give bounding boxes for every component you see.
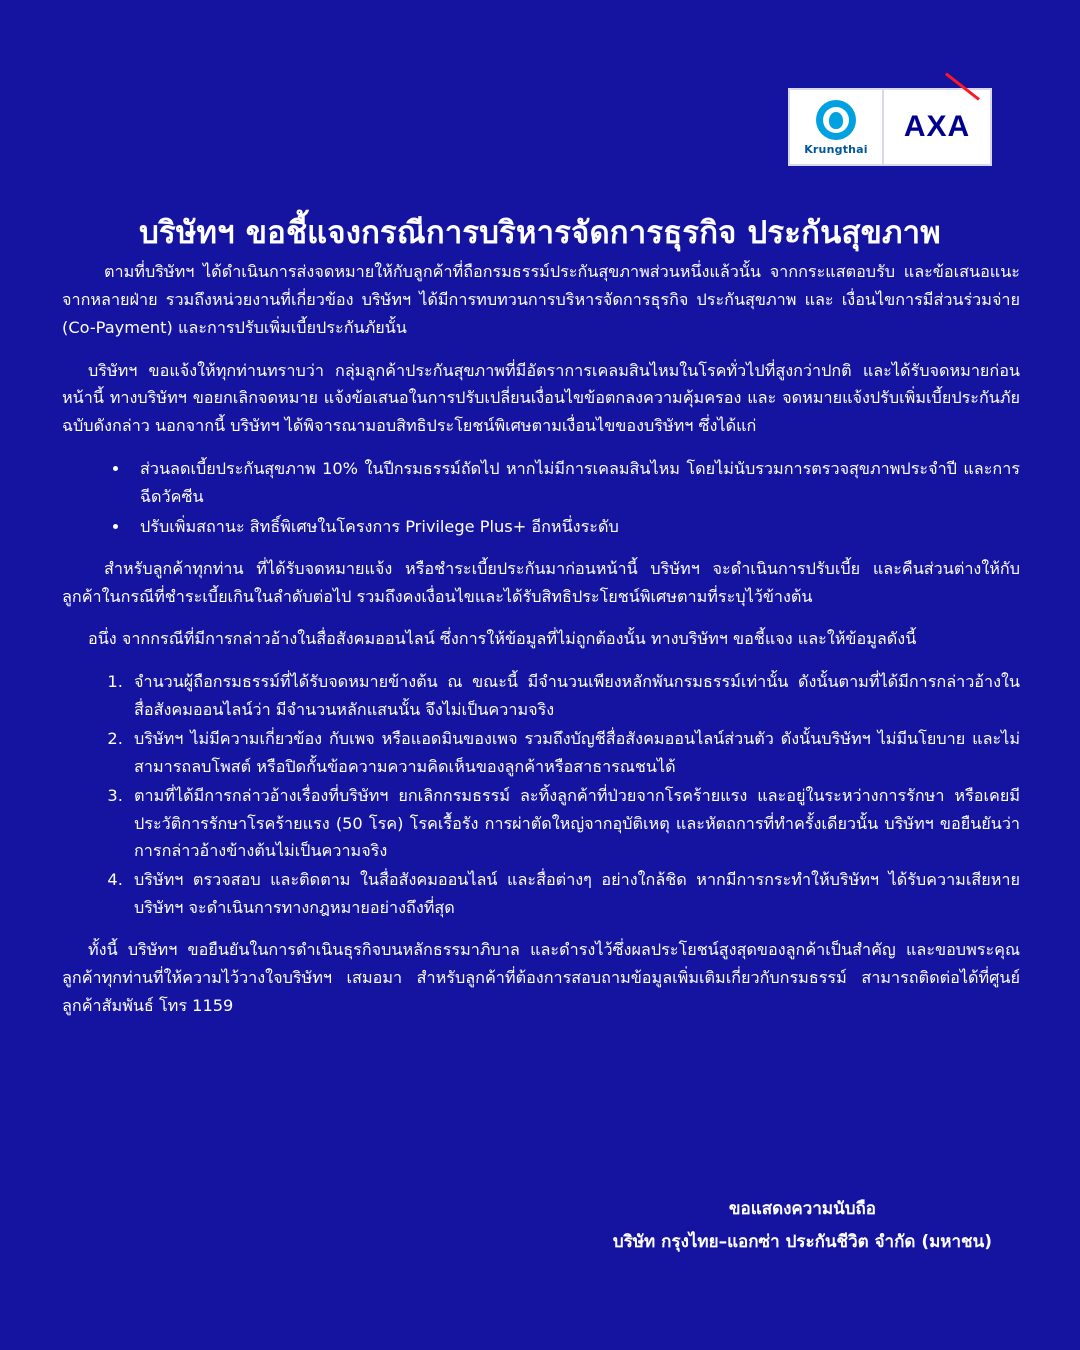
krungthai-mark-icon xyxy=(816,100,856,140)
page-title: บริษัทฯ ขอชี้แจงกรณีการบริหารจัดการธุรกิจ ประกันสุขภาพ xyxy=(139,214,941,251)
list-item: 1. จำนวนผู้ถือกรมธรรม์ที่ได้รับจดหมายข้างต้น ณ ขณะนี้ มีจำนวนเพียงหลักพันกรมธรรม์เท่านั้น ดังนั้นตามที่ได้มีการกล่าวอ้างในสื่อสังคมออนไลน์ว่า มีจำนวนหลักแสนนั้น จึงไม่เป็นความจริง xyxy=(128,668,1020,724)
signoff-greeting: ขอแสดงความนับถือ xyxy=(728,1199,876,1220)
axa-logo xyxy=(884,88,992,166)
paragraph-4: อนึ่ง จากกรณีที่มีการกล่าวอ้างในสื่อสังคมออนไลน์ ซึ่งการให้ข้อมูลที่ไม่ถูกต้องนั้น ทางบริษัทฯ ขอชี้แจง และให้ข้อมูลดังนี้ xyxy=(88,629,917,649)
clarification-list xyxy=(62,668,1020,922)
list-item: • ปรับเพิ่มสถานะ สิทธิ์พิเศษในโครงการ Privilege Plus+ อีกหนึ่งระดับ xyxy=(130,513,1020,541)
list-item: 3. ตามที่ได้มีการกล่าวอ้างเรื่องที่บริษัทฯ ยกเลิกกรมธรรม์ ละทิ้งลูกค้าที่ป่วยจากโรคร้ายแรง และอยู่ในระหว่างการรักษา หรือเคยมีประวัติการรักษาโรคร้ายแรง (50 โรค) โรคเรื้อรัง การผ่าตัดใหญ่จากอุบัติเหตุ และหัตถการที่ทำครั้งเดียวนั้น บริษัทฯ ขอยืนยันว่า การกล่าวอ้างข้างต้นไม่เป็นความจริง xyxy=(128,782,1020,866)
paragraph-3: สำหรับลูกค้าทุกท่าน ที่ได้รับจดหมายแจ้ง หรือชำระเบี้ยประกันมาก่อนหน้านี้ บริษัทฯ จะดำเนินการปรับเบี้ย และคืนส่วนต่างให้กับลูกค้าในกรณีที่ชำระเบี้ยเกินในลำดับต่อไป รวมถึงคงเงื่อนไขและได้รับสิทธิประโยชน์พิเศษตามที่ระบุไว้ข้างต้น xyxy=(62,558,1020,606)
signoff-company: บริษัท กรุงไทย–แอกซ่า ประกันชีวิต จำกัด (มหาชน) xyxy=(612,1231,992,1252)
paragraph-2: บริษัทฯ ขอแจ้งให้ทุกท่านทราบว่า กลุ่มลูกค้าประกันสุขภาพที่มีอัตราการเคลมสินไหมในโรคทั่วไปที่สูงกว่าปกติ และได้รับจดหมายก่อนหน้านี้ ทางบริษัทฯ ขอยกเลิกจดหมาย แจ้งข้อเสนอในการปรับเปลี่ยนเงื่อนไขข้อตกลงความคุ้มครอง และ จดหมายแจ้งปรับเพิ่มเบี้ยประกันภัย ฉบับดังกล่าว นอกจากนี้ บริษัทฯ ได้พิจารณามอบสิทธิประโยชน์พิเศษตามเงื่อนไขของบริษัทฯ ซึ่งได้แก่ xyxy=(62,360,1020,436)
list-item: 2. บริษัทฯ ไม่มีความเกี่ยวข้อง กับเพจ หรือแอดมินของเพจ รวมถึงบัญชีสื่อสังคมออนไลน์ส่วนตัว ดังนั้นบริษัทฯ ไม่มีนโยบาย และไม่สามารถลบโพสต์ หรือปิดกั้นข้อความความคิดเห็นของลูกค้าหรือสาธารณชนได้ xyxy=(128,725,1020,781)
list-item: • ส่วนลดเบี้ยประกันสุขภาพ 10% ในปีกรมธรรม์ถัดไป หากไม่มีการเคลมสินไหม โดยไม่นับรวมการตรวจสุขภาพประจำปี และการฉีดวัคซีน xyxy=(130,455,1020,511)
logo-lockup xyxy=(788,88,992,166)
krungthai-logo xyxy=(788,88,884,166)
list-item: 4. บริษัทฯ ตรวจสอบ และติดตาม ในสื่อสังคมออนไลน์ และสื่อต่างๆ อย่างใกล้ชิด หากมีการกระทำให้บริษัทฯ ได้รับความเสียหาย บริษัทฯ จะดำเนินการทางกฎหมายอย่างถึงที่สุด xyxy=(128,866,1020,922)
axa-logo-label: AXA xyxy=(903,110,971,143)
announcement-body xyxy=(62,258,1020,1035)
paragraph-5: ทั้งนี้ บริษัทฯ ขอยืนยันในการดำเนินธุรกิจบนหลักธรรมาภิบาล และดำรงไว้ซึ่งผลประโยชน์สูงสุดของลูกค้าเป็นสำคัญ และขอบพระคุณลูกค้าทุกท่านที่ให้ความไว้วางใจบริษัทฯ เสมอมา สำหรับลูกค้าที่ต้องการสอบถามข้อมูลเพิ่มเติมเกี่ยวกับกรมธรรม์ สามารถติดต่อได้ที่ศูนย์ลูกค้าสัมพันธ์ โทร 1159 xyxy=(62,940,1020,1015)
benefits-list xyxy=(62,455,1020,541)
paragraph-1: ตามที่บริษัทฯ ได้ดำเนินการส่งจดหมายให้กับลูกค้าที่ถือกรมธรรม์ประกันสุขภาพส่วนหนึ่งแล้วนั้น จากกระแสตอบรับ และข้อเสนอแนะจากหลายฝ่าย รวมถึงหน่วยงานที่เกี่ยวข้อง บริษัทฯ ได้มีการทบทวนการบริหารจัดการธุรกิจ ประกันสุขภาพ และ เงื่อนไขการมีส่วนร่วมจ่าย (Co-Payment) และการปรับเพิ่มเบี้ยประกันภัยนั้น xyxy=(62,262,1020,337)
krungthai-logo-label: Krungthai xyxy=(804,142,868,156)
axa-slash-icon xyxy=(945,72,980,100)
signature-block xyxy=(613,1193,992,1258)
